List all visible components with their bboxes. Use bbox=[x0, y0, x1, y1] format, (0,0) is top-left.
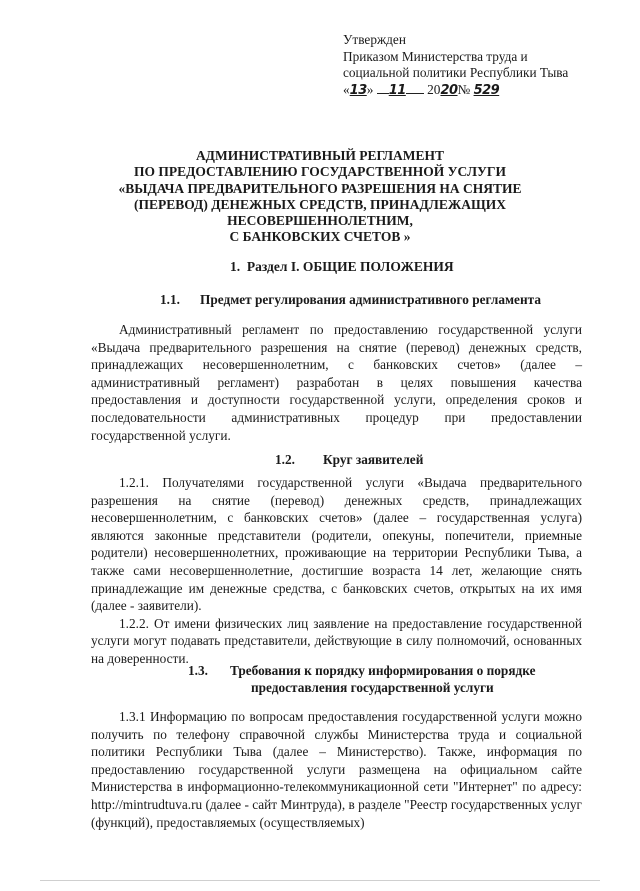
subsection-1-1-body bbox=[91, 321, 582, 444]
subsection-1-3-title-line-2: предоставления государственной услуги bbox=[251, 680, 494, 695]
subsection-1-3-text: 1.3.1 Информацию по вопросам предоставления государственной услуги можно получить по телефону справочной службы Министерства труда и социальной политики Республики Тыва (далее – Министерство). Также, информация по предоставлению государственной услуги размещена на официальном сайте Министерства в информационно-телекоммуникационной сети "Интернет" по адресу: http://mintrudtuva.ru (далее - сайт Минтруда), в разделе "Реестр государственных услуг (функций), предоставляемых (осуществляемых) bbox=[91, 709, 583, 830]
subsection-1-1-title: Предмет регулирования административного регламента bbox=[200, 292, 541, 307]
approval-number: 529 bbox=[473, 82, 500, 98]
title-line-4: (ПЕРЕВОД) ДЕНЕЖНЫХ СРЕДСТВ, ПРИНАДЛЕЖАЩИХ bbox=[133, 196, 507, 212]
approval-number-sign: № bbox=[457, 81, 471, 97]
section-1-title: Раздел I. ОБЩИЕ ПОЛОЖЕНИЯ bbox=[246, 259, 454, 274]
subsection-1-1-number: 1.1. bbox=[160, 292, 180, 307]
title-line-2: ПО ПРЕДОСТАВЛЕНИЮ ГОСУДАРСТВЕННОЙ УСЛУГИ bbox=[133, 164, 507, 180]
subsection-1-2-heading bbox=[275, 452, 423, 468]
title-line-5: НЕСОВЕРШЕННОЛЕТНИМ, bbox=[227, 213, 413, 229]
subsection-1-2-number: 1.2. bbox=[275, 452, 295, 467]
approval-month: 11 bbox=[388, 82, 406, 98]
subsection-1-3-title-line-1: Требования к порядку информирования о порядке bbox=[230, 663, 536, 678]
subsection-1-2-body bbox=[91, 474, 582, 668]
subsection-1-2-paragraph-2: 1.2.2. От имени физических лиц заявление на предоставление государственной услуги могут подавать представители, действующие в силу полномочий, основанных на доверенности. bbox=[91, 615, 582, 666]
approval-line-2: Приказом Министерства труда и bbox=[343, 48, 528, 64]
approval-year-prefix: 20 bbox=[427, 81, 441, 97]
subsection-1-3-number: 1.3. bbox=[188, 663, 208, 678]
title-line-3: «ВЫДАЧА ПРЕДВАРИТЕЛЬНОГО РАЗРЕШЕНИЯ НА СНЯТИЕ bbox=[118, 180, 522, 196]
approval-date-line bbox=[343, 82, 613, 100]
document-title bbox=[25, 148, 615, 246]
approval-line-3: социальной политики Республики Тыва bbox=[343, 65, 569, 80]
date-close-quote: » bbox=[366, 81, 374, 97]
subsection-1-3-body bbox=[91, 708, 582, 831]
date-open-quote: « bbox=[343, 81, 350, 97]
title-line-6: С БАНКОВСКИХ СЧЕТОВ » bbox=[229, 229, 411, 245]
section-1-heading bbox=[230, 259, 454, 275]
section-1-number: 1. bbox=[230, 259, 241, 274]
subsection-1-1-text: Административный регламент по предоставлению государственной услуги «Выдача предварительного разрешения на снятие (перевод) денежных средств, принадлежащих несовершеннолетним, с банковских счетов» (далее – административный регламент) разработан в целях повышения качества предоставления и доступности государственной услуги, определения сроков и последовательности административных процедур при предоставлении государственной услуги. bbox=[91, 322, 582, 443]
approval-day: 13 bbox=[349, 82, 367, 98]
approval-year-suffix: 20 bbox=[440, 82, 458, 98]
page-bottom-edge bbox=[40, 880, 600, 881]
subsection-1-2-title: Круг заявителей bbox=[323, 452, 424, 467]
subsection-1-1-heading bbox=[160, 292, 541, 308]
title-line-1: АДМИНИСТРАТИВНЫЙ РЕГЛАМЕНТ bbox=[195, 148, 445, 163]
subsection-1-2-paragraph-1: 1.2.1. Получателями государственной услуги «Выдача предварительного разрешения на снятие (перевод) денежных средств, принадлежащих несовершеннолетним, с банковских счетов» (далее – государственная услуга) являются законные представители (родители, опекуны, попечители, приемные родители) несовершеннолетних, проживающие на территории Республики Тыва, а также сами несовершеннолетние, достигшие возраста 14 лет, желающие снять принадлежащие им денежные средства, с банковских счетов, открытых на их имя (далее - заявители). bbox=[91, 475, 582, 614]
subsection-1-3-heading bbox=[188, 662, 535, 696]
approval-line-1: Утвержден bbox=[343, 32, 406, 47]
approval-block bbox=[343, 32, 613, 99]
